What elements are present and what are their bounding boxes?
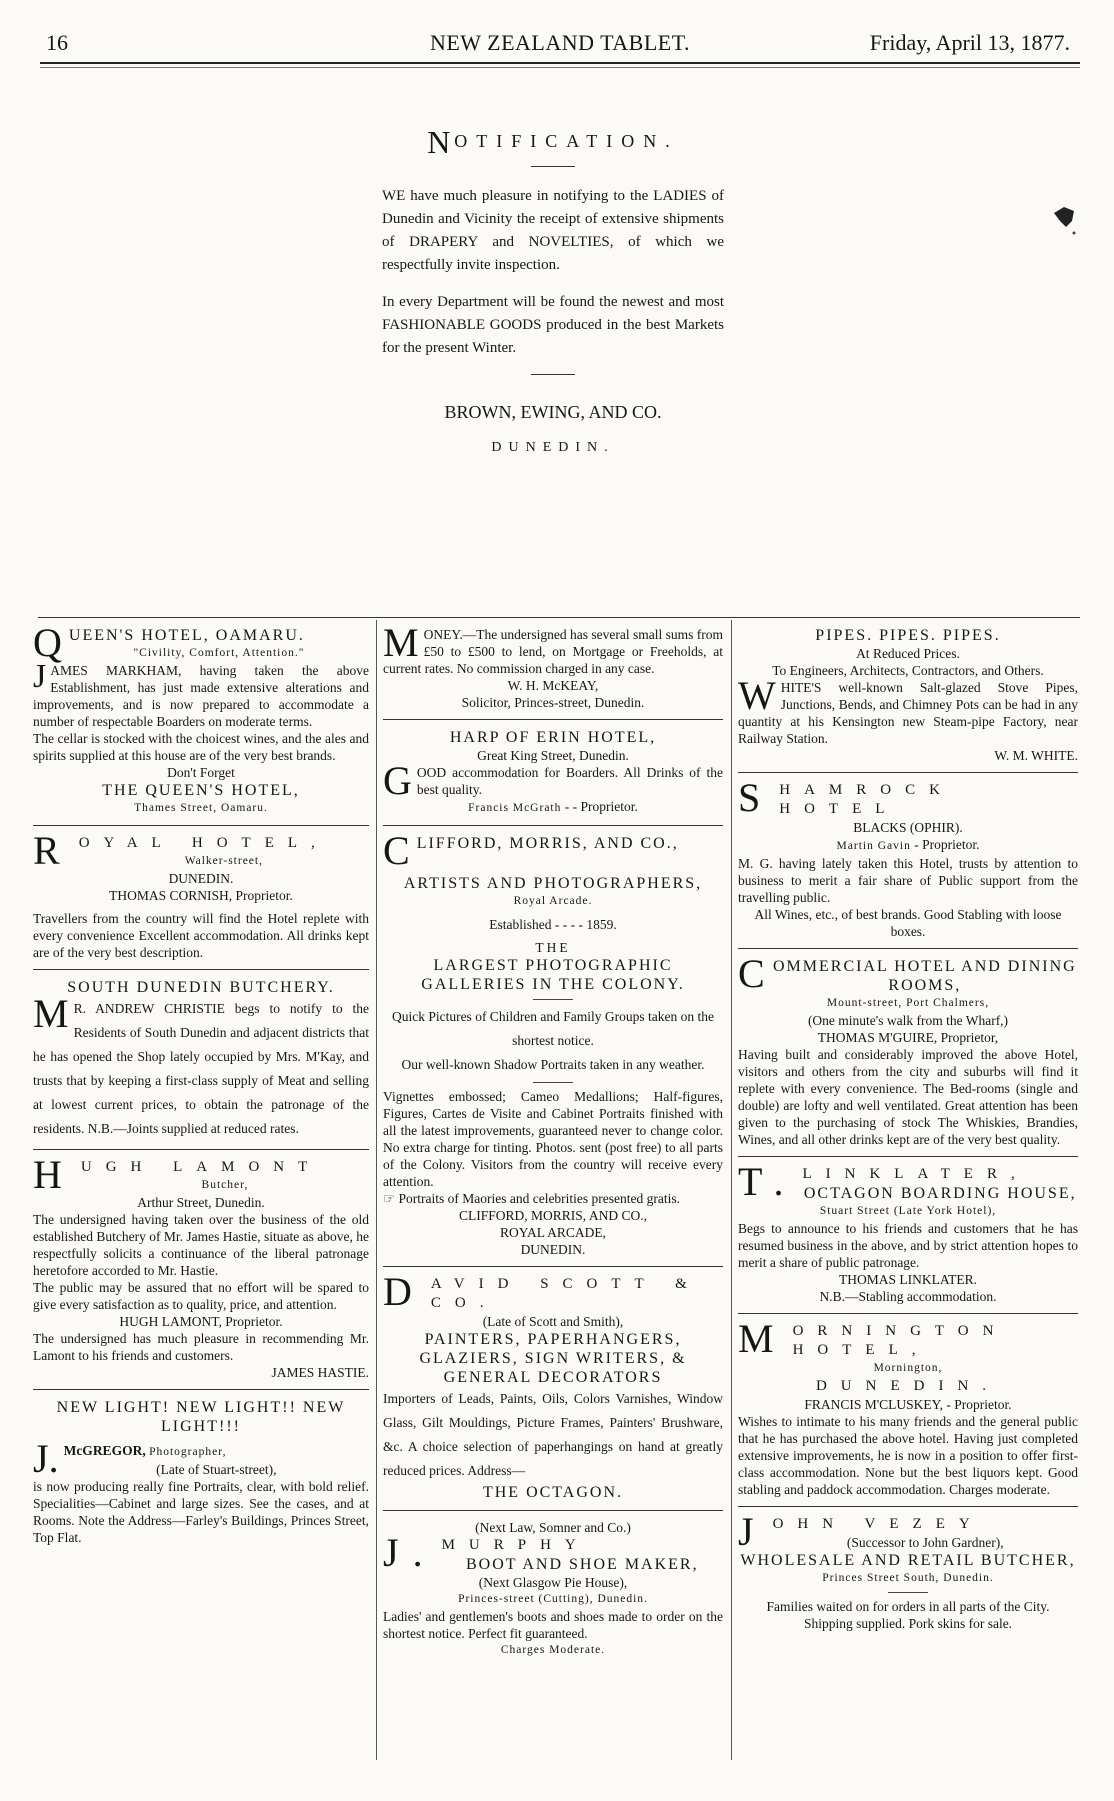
page-number: 16 <box>46 30 68 55</box>
harp-role: Proprietor. <box>580 799 638 814</box>
queens-forget: Don't Forget <box>167 765 235 780</box>
vezey-families: Families waited on for orders in all parts of the City. <box>766 1599 1050 1614</box>
scott-heading: AVID SCOTT & CO. <box>430 1276 701 1311</box>
new-light-ad: NEW LIGHT! NEW LIGHT!! NEW LIGHT!!! J. McGREGOR, Photographer, (Late of Stuart-street), is now producing really fine Portraits, clear, with bold relief. Specialities—Cabinet and large sizes. See the cases, and at Rooms. Note the Address—Farley's Buildings, Princes Street, Top Flat. <box>33 1399 369 1545</box>
commercial-prop: THOMAS M'GUIRE, Proprietor, <box>817 1030 999 1045</box>
shamrock-heading: HAMROCK HOTEL <box>779 782 954 817</box>
linklater-street: Stuart Street (Late York Hotel), <box>819 1205 997 1217</box>
royal-street: Walker-street, <box>184 855 263 867</box>
ad-divider <box>383 719 723 720</box>
mornington-sub: Mornington, <box>873 1362 943 1374</box>
vezey-heading: OHN VEZEY <box>772 1516 984 1532</box>
murphy-trade: BOOT AND SHOE MAKER, <box>465 1556 699 1573</box>
scott-address: THE OCTAGON. <box>482 1484 624 1501</box>
vezey-street: Princes Street South, Dunedin. <box>822 1572 994 1584</box>
scott-late: (Late of Scott and Smith), <box>482 1314 624 1329</box>
harp-street: Great King Street, Dunedin. <box>477 748 629 763</box>
queens-body: AMES MARKHAM, having taken the above Establishment, has just made extensive alterations and improvements, and is now prepared to accommodate a number of respectable Boarders on moderate terms. <box>33 663 369 729</box>
clifford-sign-2: ROYAL ARCADE, <box>499 1225 606 1240</box>
masthead-rule-thin <box>40 67 1080 68</box>
issue-date: Friday, April 13, 1877. <box>869 30 1070 55</box>
lamont-p2: The public may be assured that no effort will be spared to give every satisfaction as to quality, price, and attention. <box>33 1280 369 1312</box>
lamont-street: Arthur Street, Dunedin. <box>137 1195 265 1210</box>
commercial-hotel-ad: COMMERCIAL HOTEL AND DINING ROOMS, Mount-street, Port Chalmers, (One minute's walk from the Wharf,) THOMAS M'GUIRE, Proprietor, Having built and considerably improved the above Hotel, visitors and others from the city and suburbs will find it replete with every convenience. The Bed-rooms (single and double) are lofty and well ventilated. Great attention has been given to the purchasing of stock The Whiskies, Brandies, Wines, and all other drinks kept are of the very best quality. <box>738 951 1078 1147</box>
clifford-p3: Vignettes embossed; Cameo Medallions; Half-figures, Figures, Cartes de Visite and Cabinet Portraits finished with all the latest improvements, guaranteed never to change color. No extra charge for tinting. Photos. sent (post free) to all parts of the Colony. Visitors from the country will receive every attention. <box>383 1089 723 1189</box>
lamont-heading: UGH LAMONT <box>80 1159 322 1175</box>
clifford-p4: Portraits of Maories and celebrities presented gratis. <box>398 1191 681 1206</box>
column-1 <box>33 620 369 1554</box>
butchery-ad: SOUTH DUNEDIN BUTCHERY. M R. ANDREW CHRISTIE begs to notify to the Residents of South Dunedin and adjacent districts that he has opened the Shop lately occupied by Mrs. M'Kay, and trusts that by keeping a first-class supply of Meat and selling at lowest current prices, to obtain the patronage of the residents. N.B.—Joints supplied at reduced rates. <box>33 979 369 1136</box>
clifford-the: THE <box>535 940 571 955</box>
shamrock-owner: Martin Gavin <box>836 840 911 852</box>
ad-divider <box>33 969 369 970</box>
pipes-to: To Engineers, Architects, Contractors, and Others. <box>772 663 1044 678</box>
newspaper-title: NEW ZEALAND TABLET. <box>429 30 691 55</box>
ad-divider <box>383 1510 723 1511</box>
harp-heading: HARP OF ERIN HOTEL, <box>449 729 657 746</box>
royal-body: Travellers from the country will find the Hotel replete with every convenience Excellent accommodation. All drinks kept are of the very best description. <box>33 911 369 960</box>
vezey-succ: (Successor to John Gardner), <box>846 1535 1004 1550</box>
firm-place: DUNEDIN. <box>491 440 615 455</box>
linklater-body: Begs to announce to his friends and customers that he has resumed business in the above, and by strict attention hopes to merit a share of public patronage. <box>738 1221 1078 1270</box>
scott-body: Importers of Leads, Paints, Oils, Colors Varnishes, Window Glass, Gilt Mouldings, Picture Frames, Painters' Brushware, &c. A choice selection of paperhangings on hand at greatly reduced prices. Address— <box>383 1391 723 1478</box>
ad-divider <box>383 825 723 826</box>
ad-divider <box>738 1506 1078 1507</box>
murphy-name: MURPHY <box>441 1537 590 1553</box>
ad-divider <box>33 825 369 826</box>
ad-divider <box>738 948 1078 949</box>
column-3 <box>738 626 1078 1640</box>
hastie-sign: JAMES HASTIE. <box>271 1365 369 1380</box>
clifford-morris-ad: CLIFFORD, MORRIS, AND CO., ARTISTS AND PHOTOGRAPHERS, Royal Arcade. Established - - - - 1859. THE LARGEST PHOTOGRAPHIC GALLERIES IN THE COLONY. Quick Pictures of Children and Family Groups taken on the shortest notice. Our well-known Shadow Portraits taken in any weather. Vignettes embossed; Cameo Medallions; Half-figures, Figures, Cartes de Visite and Cabinet Portraits finished with all the latest improvements, guaranteed never to change color. No extra charge for tinting. Photos. sent (post free) to all parts of the Colony. Visitors from the country will receive every attention. ☞ Portraits of Maories and celebrities presented gratis. CLIFFORD, MORRIS, AND CO., ROYAL ARCADE, DUNEDIN. <box>383 828 723 1257</box>
money-address: Solicitor, Princes-street, Dunedin. <box>461 695 645 710</box>
harp-of-erin-ad: HARP OF ERIN HOTEL, Great King Street, Dunedin. GOOD accommodation for Boarders. All Drinks of the best quality. Francis McGrath - - Proprietor. <box>383 729 723 814</box>
royal-city: DUNEDIN. <box>168 871 234 886</box>
shamrock-role: Proprietor. <box>922 837 980 852</box>
lamont-ad: HUGH LAMONT Butcher, Arthur Street, Dunedin. The undersigned having taken over the business of the old established Butchery of Mr. James Hastie, situate as above, he respectfully solicits a continuance of the liberal patronage heretofore accorded to Mr. Hastie. The public may be assured that no effort will be spared to give every satisfaction as to quality, price, and attention. HUGH LAMONT, Proprietor. The undersigned has much pleasure in recommending Mr. Lamont to his friends and customers. JAMES HASTIE. <box>33 1152 369 1380</box>
mornington-city: DUNEDIN. <box>815 1378 1001 1394</box>
clifford-largest: LARGEST PHOTOGRAPHIC GALLERIES IN THE COLONY. <box>421 957 685 993</box>
queens-hotel-heading: UEEN'S HOTEL, OAMARU. <box>68 627 305 644</box>
money-ad: MONEY.—The undersigned has several small sums from £50 to £500 to lend, on Mortgage or Freeholds, at current rates. No commission charged in any case. W. H. McKEAY, Solicitor, Princes-street, Dunedin. <box>383 620 723 710</box>
divider <box>533 999 573 1000</box>
lamont-sign: HUGH LAMONT, Proprietor. <box>119 1314 283 1329</box>
queens-name: THE QUEEN'S HOTEL, <box>102 782 300 799</box>
masthead-rule <box>40 62 1080 64</box>
scott-trades: PAINTERS, PAPERHANGERS, GLAZIERS, SIGN WRITERS, & GENERAL DECORATORS <box>419 1331 687 1386</box>
mornington-body: Wishes to intimate to his many friends and the general public that he has purchased the above hotel. Having just completed extensive improvements, he is now in a position to offer first-class accommodation. None but the best liquors kept. Good stabling and paddock accommodation. Charges moderate. <box>738 1414 1078 1497</box>
mornington-ad: MORNINGTON HOTEL, Mornington, DUNEDIN. FRANCIS M'CLUSKEY, - Proprietor. Wishes to intimate to his many friends and the general public that he has purchased the above hotel. Having just completed extensive improvements, he is now in a position to offer first-class accommodation. None but the best liquors kept. Good stabling and paddock accommodation. Charges moderate. <box>738 1316 1078 1497</box>
column-top-rule <box>38 617 1080 618</box>
mcgregor-late: (Late of Stuart-street), <box>156 1462 277 1477</box>
murphy-street: Princes-street (Cutting), Dunedin. <box>458 1593 648 1605</box>
money-body: ONEY.—The undersigned has several small sums from £50 to £500 to lend, on Mortgage or Freeholds, at current rates. No commission charged in any case. <box>383 627 723 676</box>
shamrock-wines: All Wines, etc., of best brands. Good Stabling with loose boxes. <box>754 907 1062 939</box>
queens-motto: "Civility, Comfort, Attention." <box>133 647 305 659</box>
column-2 <box>383 620 723 1667</box>
notification-paragraph-2: In every Department will be found the newest and most FASHIONABLE GOODS produced in the best Markets for the present Winter. <box>382 294 724 356</box>
queens-cellar: The cellar is stocked with the choicest wines, and the ales and spirits supplied at this house are of the very best brands. <box>33 731 369 763</box>
notification-ad <box>382 124 724 459</box>
ad-divider <box>33 1389 369 1390</box>
butchery-heading: SOUTH DUNEDIN BUTCHERY. <box>67 979 335 996</box>
commercial-heading: OMMERCIAL HOTEL AND DINING ROOMS, <box>773 958 1077 994</box>
royal-proprietor: THOMAS CORNISH, Proprietor. <box>109 888 293 903</box>
lamont-p3: The undersigned has much pleasure in recommending Mr. Lamont to his friends and customers. <box>33 1331 369 1363</box>
clifford-p1: Quick Pictures of Children and Family Groups taken on the shortest notice. <box>391 1009 715 1048</box>
ad-divider <box>383 1266 723 1267</box>
notification-paragraph-1: WE have much pleasure in notifying to the LADIES of Dunedin and Vicinity the receipt of extensive shipments of DRAPERY and NOVELTIES, of which we respectfully invite inspection. <box>382 188 724 273</box>
murphy-next: (Next Glasgow Pie House), <box>478 1575 628 1590</box>
commercial-note: (One minute's walk from the Wharf,) <box>807 1013 1009 1028</box>
pipes-body: HITE'S well-known Salt-glazed Stove Pipes, Junctions, Bends, and Chimney Pots can be had in any quantity at his Kensington new Steam-pipe Factory, near Railway Station. <box>738 680 1078 746</box>
linklater-sign: THOMAS LINKLATER. <box>839 1272 977 1287</box>
shamrock-ad: SHAMROCK HOTEL BLACKS (OPHIR). Martin Gavin - Proprietor. M. G. having lately taken this Hotel, trusts by attention to business to merit a fair share of Public support from the travelling public. All Wines, etc., of best brands. Good Stabling with loose boxes. <box>738 775 1078 939</box>
royal-heading: OYAL HOTEL, <box>78 835 329 851</box>
clifford-arcade: Royal Arcade. <box>513 895 593 907</box>
clifford-sign-3: DUNEDIN. <box>520 1242 586 1257</box>
queens-street: Thames Street, Oamaru. <box>134 802 268 814</box>
clifford-heading: LIFFORD, MORRIS, AND CO., <box>416 835 679 852</box>
queens-hotel-ad: QUEEN'S HOTEL, OAMARU. "Civility, Comfort, Attention." JAMES MARKHAM, having taken the above Establishment, has just made extensive alterations and improvements, and is now prepared to accommodate a number of respectable Boarders on moderate terms. The cellar is stocked with the choicest wines, and the ales and spirits supplied at this house are of the very best brands. Don't Forget THE QUEEN'S HOTEL, Thames Street, Oamaru. <box>33 626 369 817</box>
mornington-heading: ORNINGTON HOTEL, <box>792 1323 1008 1358</box>
divider <box>531 166 575 167</box>
harp-body: OOD accommodation for Boarders. All Drinks of the best quality. <box>416 765 723 797</box>
mcgregor-body: is now producing really fine Portraits, clear, with bold relief. Specialities—Cabinet and large sizes. See the cases, and at Rooms. Note the Address—Farley's Buildings, Princes Street, Top Flat. <box>33 1479 369 1545</box>
murphy-charges: Charges Moderate. <box>500 1644 606 1656</box>
lamont-p1: The undersigned having taken over the business of the old established Butchery of Mr. James Hastie, situate as above, he respectfully solicits a continuance of the liberal patronage heretofore accorded to Mr. Hastie. <box>33 1212 369 1278</box>
linklater-nb: N.B.—Stabling accommodation. <box>819 1289 997 1304</box>
clifford-p2: Our well-known Shadow Portraits taken in any weather. <box>401 1057 705 1072</box>
royal-hotel-ad: ROYAL HOTEL, Walker-street, DUNEDIN. THOMAS CORNISH, Proprietor. Travellers from the country will find the Hotel replete with every convenience Excellent accommodation. All drinks kept are of the very best description. <box>33 828 369 960</box>
clifford-sub: ARTISTS AND PHOTOGRAPHERS, <box>403 875 703 892</box>
linklater-house: OCTAGON BOARDING HOUSE, <box>803 1185 1077 1202</box>
notification-heading: NOTIFICATION. <box>427 124 679 160</box>
murphy-body: Ladies' and gentlemen's boots and shoes made to order on the shortest notice. Perfect fit guaranteed. <box>383 1609 723 1641</box>
ad-divider <box>738 1313 1078 1314</box>
vezey-trade: WHOLESALE AND RETAIL BUTCHER, <box>740 1552 1076 1569</box>
ad-divider <box>738 772 1078 773</box>
masthead <box>40 30 1080 70</box>
clifford-established: Established - - - - 1859. <box>489 917 617 932</box>
commercial-body: Having built and considerably improved the above Hotel, visitors and others from the city and suburbs will find it replete with every convenience. The Bed-rooms (single and double) are lofty and well ventilated. Great attention has been given to the purchasing of stock The Whiskies, Brandies, Wines, and all other drinks kept are of the very best quality. <box>738 1047 1078 1147</box>
murphy-ad: (Next Law, Somner and Co.) J. MURPHY BOOT AND SHOE MAKER, (Next Glasgow Pie House), Princes-street (Cutting), Dunedin. Ladies' and gentlemen's boots and shoes made to order on the shortest notice. Perfect fit guaranteed. Charges Moderate. <box>383 1519 723 1659</box>
mornington-prop: FRANCIS M'CLUSKEY, - Proprietor. <box>804 1397 1012 1412</box>
vezey-ad: JOHN VEZEY (Successor to John Gardner), WHOLESALE AND RETAIL BUTCHER, Princes Street South, Dunedin. Families waited on for orders in all parts of the City. Shipping supplied. Pork skins for sale. <box>738 1515 1078 1632</box>
divider <box>531 374 575 375</box>
mcgregor-trade: Photographer, <box>149 1446 227 1458</box>
ad-divider <box>738 1156 1078 1157</box>
firm-name: BROWN, EWING, AND CO. <box>444 402 662 422</box>
divider <box>888 1592 928 1593</box>
money-name: W. H. McKEAY, <box>507 678 599 693</box>
david-scott-ad: DAVID SCOTT & CO. (Late of Scott and Smith), PAINTERS, PAPERHANGERS, GLAZIERS, SIGN WRITERS, & GENERAL DECORATORS Importers of Leads, Paints, Oils, Colors Varnishes, Window Glass, Gilt Mouldings, Picture Frames, Painters' Brushware, &c. A choice selection of paperhangings on hand at greatly reduced prices. Address— THE OCTAGON. <box>383 1269 723 1501</box>
new-light-heading: NEW LIGHT! NEW LIGHT!! NEW LIGHT!!! <box>56 1399 346 1435</box>
pipes-prices: At Reduced Prices. <box>856 646 960 661</box>
lamont-trade: Butcher, <box>201 1179 249 1191</box>
scott-next: (Next Law, Somner and Co.) <box>475 1520 631 1535</box>
pipes-ad: PIPES. PIPES. PIPES. At Reduced Prices. To Engineers, Architects, Contractors, and Others. WHITE'S well-known Salt-glazed Stove Pipes, Junctions, Bends, and Chimney Pots can be had in any quantity at his Kensington new Steam-pipe Factory, near Railway Station. W. M. WHITE. <box>738 627 1078 763</box>
pipes-sign: W. M. WHITE. <box>994 748 1078 763</box>
mcgregor-name: McGREGOR, <box>63 1443 146 1458</box>
ink-blot-icon <box>1052 205 1078 239</box>
commercial-street: Mount-street, Port Chalmers, <box>826 997 990 1009</box>
pipes-heading: PIPES. PIPES. PIPES. <box>815 627 1001 644</box>
linklater-ad: T. LINKLATER, OCTAGON BOARDING HOUSE, Stuart Street (Late York Hotel), Begs to announce to his friends and customers that he has resumed business in the above, and by strict attention hopes to merit a share of public patronage. THOMAS LINKLATER. N.B.—Stabling accommodation. <box>738 1159 1078 1304</box>
shamrock-body: M. G. having lately taken this Hotel, trusts by attention to business to merit a fair share of Public support from the travelling public. <box>738 856 1078 905</box>
shamrock-sub: BLACKS (OPHIR). <box>853 820 963 835</box>
linklater-heading: LINKLATER, <box>802 1166 1029 1182</box>
column-separator <box>731 620 732 1760</box>
clifford-sign-1: CLIFFORD, MORRIS, AND CO., <box>459 1208 647 1223</box>
butchery-body: R. ANDREW CHRISTIE begs to notify to the Residents of South Dunedin and adjacent districts that he has opened the Shop lately occupied by Mrs. M'Kay, and trusts that by keeping a first-class supply of Meat and selling at lowest current prices, to obtain the patronage of the residents. N.B.—Joints supplied at reduced rates. <box>33 1001 369 1136</box>
column-separator <box>376 620 377 1760</box>
harp-owner: Francis McGrath <box>468 802 562 814</box>
divider <box>533 1082 573 1083</box>
pointing-hand-icon: ☞ <box>383 1191 396 1206</box>
vezey-shipping: Shipping supplied. Pork skins for sale. <box>803 1616 1013 1631</box>
ad-divider <box>33 1149 369 1150</box>
